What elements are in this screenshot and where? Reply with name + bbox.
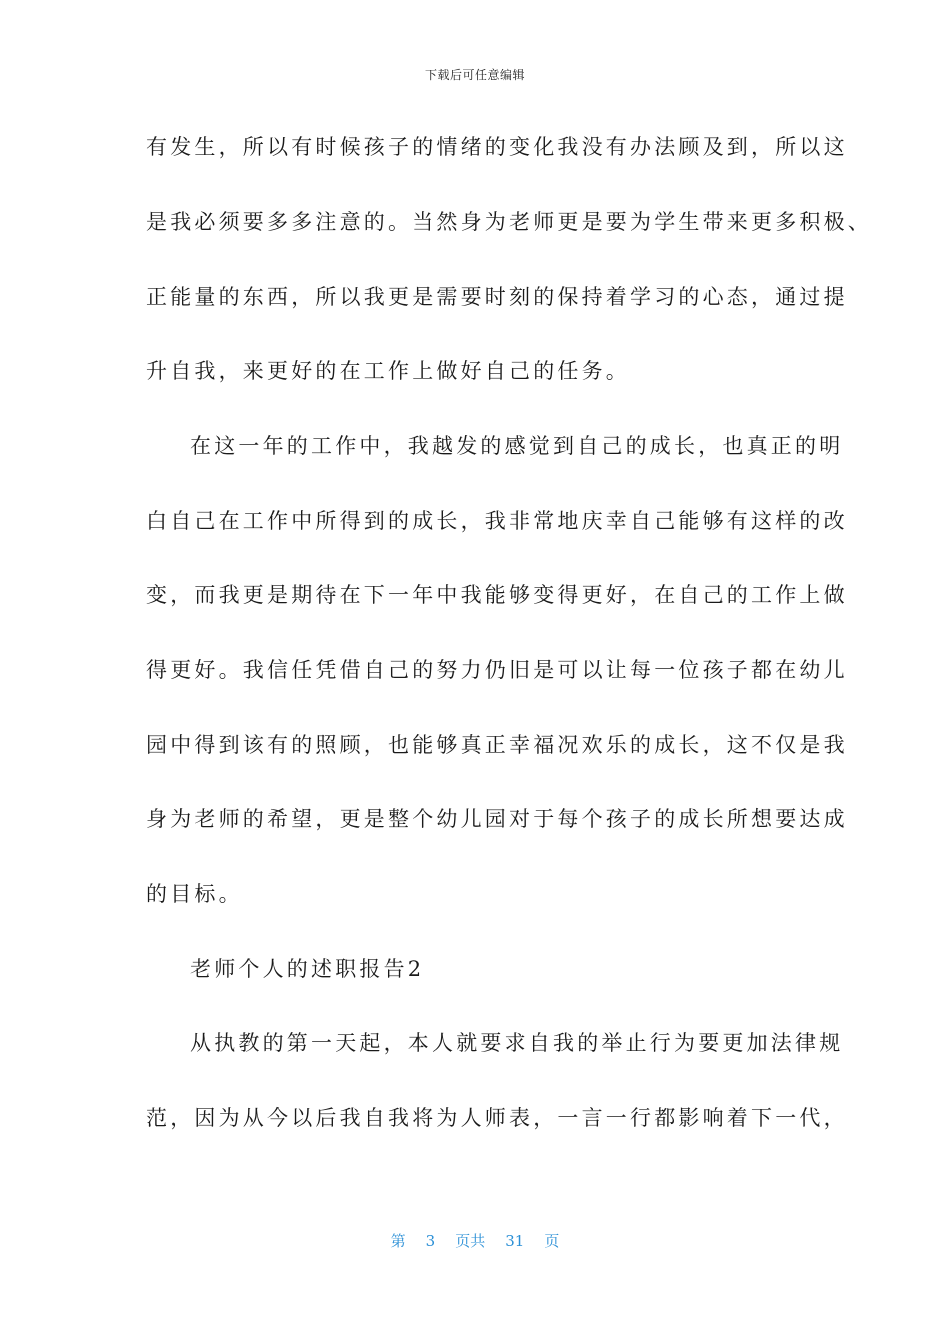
text-line: 有发生，所以有时候孩子的情绪的变化我没有办法顾及到，所以这: [146, 135, 848, 159]
section-heading: 老师个人的述职报告2: [190, 957, 425, 981]
text-line: 得更好。我信任凭借自己的努力仍旧是可以让每一位孩子都在幼儿: [146, 658, 848, 682]
footer-page-number: 3: [425, 1232, 436, 1250]
footer-total-pages: 31: [505, 1232, 525, 1250]
text-line: 升自我，来更好的在工作上做好自己的任务。: [146, 359, 630, 383]
page-footer: [0, 1230, 950, 1251]
text-line: 在这一年的工作中，我越发的感觉到自己的成长，也真正的明: [190, 434, 844, 458]
text-line: 的目标。: [146, 882, 243, 906]
text-line: 是我必须要多多注意的。当然身为老师更是要为学生带来更多积极、: [146, 210, 872, 234]
text-line: 从执教的第一天起，本人就要求自我的举止行为要更加法律规: [190, 1031, 844, 1055]
page-header: 下载后可任意编辑: [424, 68, 525, 82]
footer-suffix: 页: [544, 1232, 560, 1250]
footer-middle: 页共: [455, 1232, 486, 1250]
footer-prefix: 第: [390, 1232, 406, 1250]
text-line: 范，因为从今以后我自我将为人师表，一言一行都影响着下一代，: [146, 1106, 848, 1130]
text-line: 身为老师的希望，更是整个幼儿园对于每个孩子的成长所想要达成: [146, 807, 848, 831]
text-line: 变，而我更是期待在下一年中我能够变得更好，在自己的工作上做: [146, 583, 848, 607]
text-line: 园中得到该有的照顾，也能够真正幸福况欢乐的成长，这不仅是我: [146, 733, 848, 757]
text-line: 白自己在工作中所得到的成长，我非常地庆幸自己能够有这样的改: [146, 509, 848, 533]
text-line: 正能量的东西，所以我更是需要时刻的保持着学习的心态，通过提: [146, 285, 848, 309]
